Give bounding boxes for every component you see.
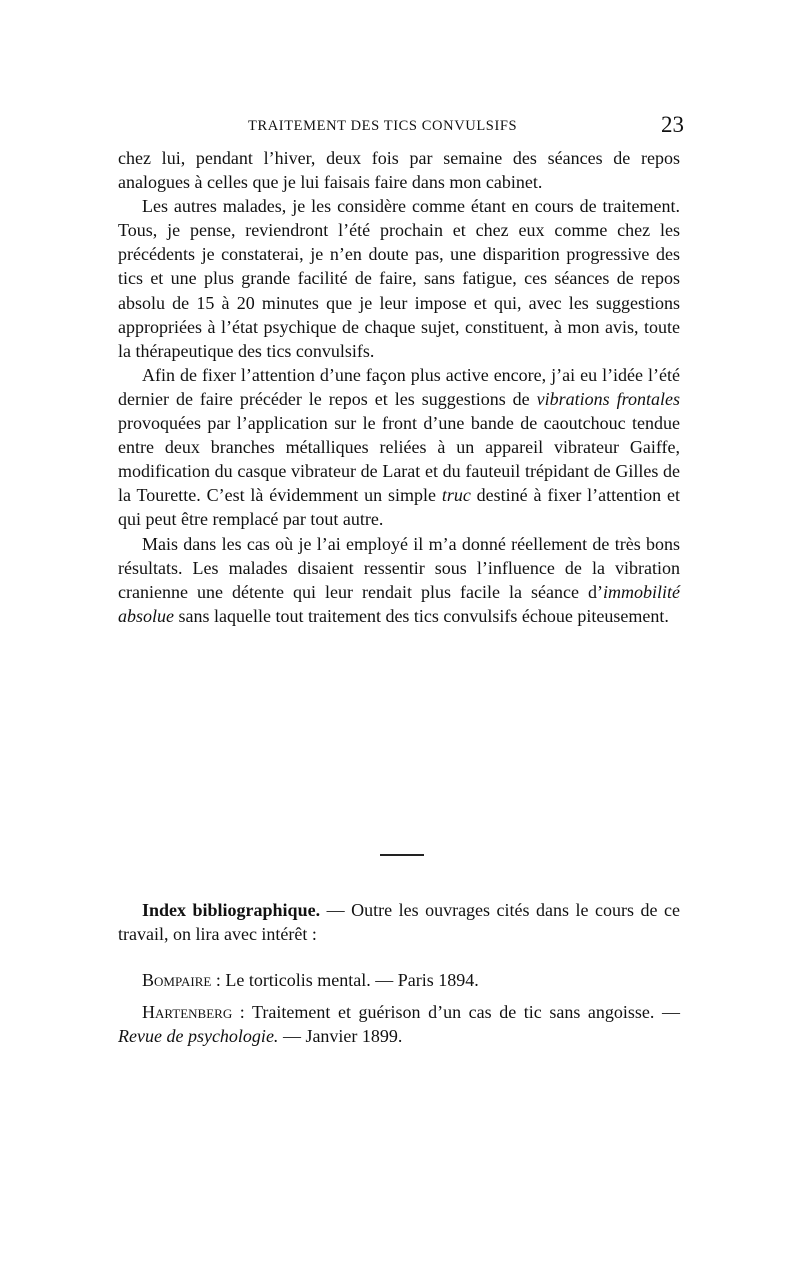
page-number: 23 — [661, 112, 684, 137]
emphasis-immobilite-absolue: immobilité absolue — [118, 581, 680, 626]
paragraph-4-text-b: sans laquelle tout traitement des tics convulsifs échoue piteusement. — [174, 605, 669, 626]
paragraph-3-text-b: provoquées par l’application sur le front d’une bande de caoutchouc tendue entre deux branches métalliques reliées à un appareil vibrateur Gaiffe, modification du casque vibrateur de Larat et du fauteuil trépidant de Gilles de la Tourette. C’est là évidemment un simple — [118, 413, 680, 506]
paragraph-4 — [118, 532, 680, 628]
index-intro-text: — Outre les ouvrages cités dans le cours de ce travail, on lira avec intérêt : — [118, 900, 681, 945]
reference-journal: Revue de psychologie. — [118, 1026, 279, 1047]
paragraph-3 — [118, 363, 680, 532]
paragraph-2: Les autres malades, je les considère comme étant en cours de traitement. Tous, je pense, reviendront l’été prochain et chez eux comme chez les précédents je constaterai, je n’en doute pas, une disparition progressive des tics et une plus grande facilité de faire, sans fatigue, ces séances de repos absolu de 15 à 20 minutes que je leur impose et qui, avec les suggestions appropriées à l’état psychique de chaque sujet, constituent, à mon avis, toute la thérapeutique des tics convulsifs. — [118, 196, 680, 361]
emphasis-vibrations-frontales: vibrations frontales — [536, 388, 680, 409]
reference-text: : Le torticolis mental. — Paris 1894. — [211, 970, 479, 991]
reference-date: — Janvier 1899. — [278, 1026, 403, 1047]
body-text — [118, 146, 680, 628]
emphasis-truc: truc — [441, 485, 471, 506]
reference-bompaire — [118, 968, 680, 992]
paragraph-3-text-a: Afin de fixer l’attention d’une façon plus active encore, j’ai eu l’idée l’été dernier de faire précéder le repos et les suggestions de — [118, 364, 680, 409]
paragraph-1: chez lui, pendant l’hiver, deux fois par semaine des séances de repos analogues à celles que je lui faisais faire dans mon cabinet. — [118, 148, 680, 193]
bibliographic-index — [118, 898, 680, 1048]
reference-author: Bompaire — [142, 970, 212, 991]
reference-author: Hartenberg — [142, 1002, 233, 1023]
paragraph-3-text-c: destiné à fixer l’attention et qui peut être remplacé par tout autre. — [118, 485, 680, 530]
running-head — [118, 112, 684, 142]
reference-hartenberg — [118, 1000, 680, 1048]
paragraph-4-text-a: Mais dans les cas où je l’ai employé il m’a donné réellement de très bons résultats. Les malades disaient ressentir sous l’influence de la vibration cranienne une détente qui leur rendait plus facile la séance d’ — [118, 533, 680, 602]
index-intro — [118, 898, 680, 946]
running-title: TRAITEMENT DES TICS CONVULSIFS — [248, 118, 518, 134]
reference-text: : Traitement et guérison d’un cas de tic sans angoisse. — — [232, 1002, 680, 1023]
index-heading: Index bibliographique. — [142, 900, 321, 920]
section-divider — [380, 854, 424, 856]
